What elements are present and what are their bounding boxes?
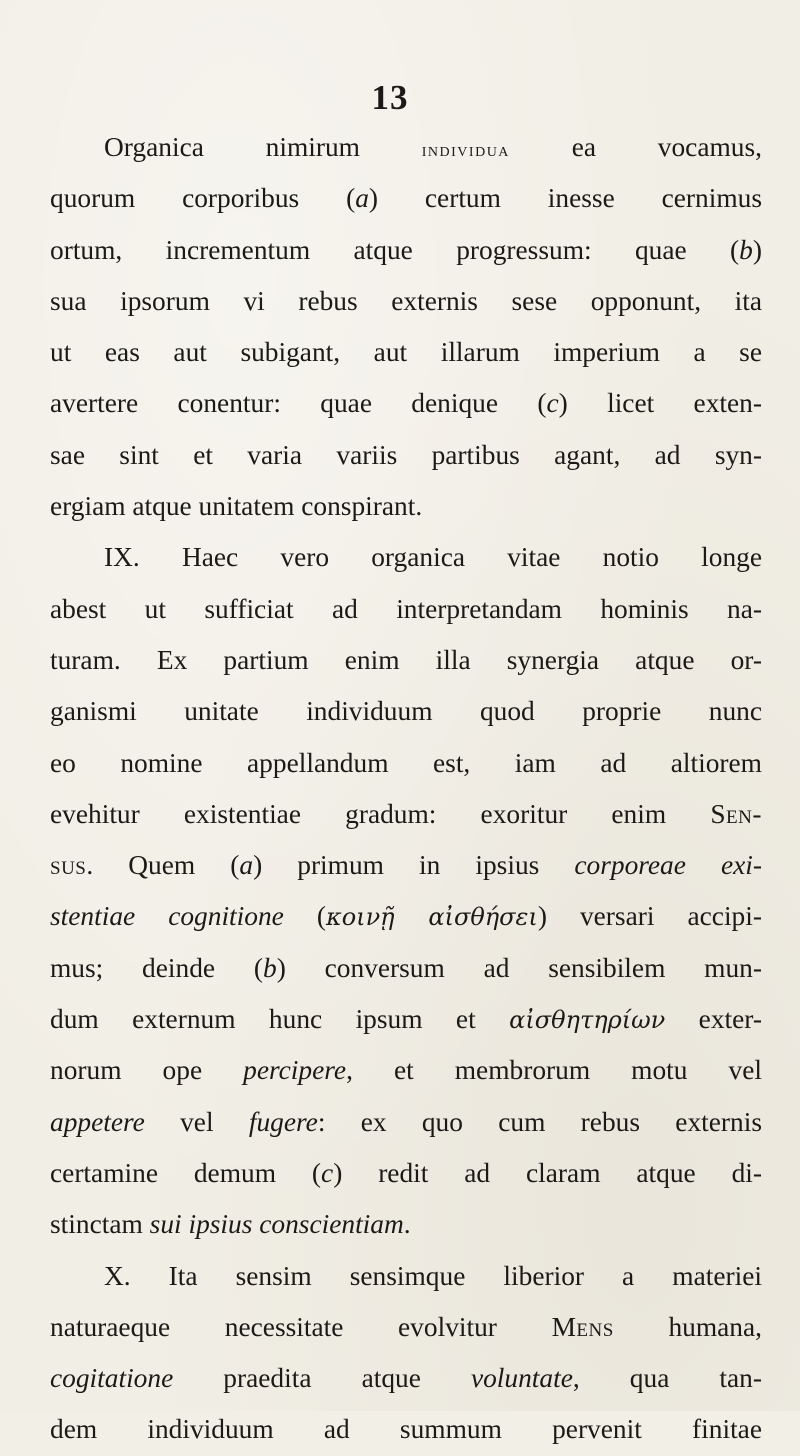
italic-text: percipere xyxy=(243,1055,347,1086)
italic-text: stentiae cognitione xyxy=(50,901,284,932)
text-run: turam. Ex partium enim illa synergia atque or- xyxy=(50,644,762,675)
text-run: avertere conentur: quae denique ( xyxy=(50,388,547,419)
text-run: ortum, incrementum atque progressum: quae ( xyxy=(50,234,740,265)
text-run: ea vocamus, xyxy=(509,132,762,162)
text-line xyxy=(50,1097,762,1148)
italic-text: a xyxy=(355,183,369,214)
text-run: ( xyxy=(283,901,326,932)
text-run: ) primum in ipsius xyxy=(253,850,575,881)
text-line xyxy=(50,584,762,635)
body-text xyxy=(50,122,762,1456)
text-run: Organica nimirum xyxy=(104,132,422,162)
italic-text: appetere xyxy=(50,1106,145,1137)
text-line xyxy=(50,225,762,276)
greek-text: κοινῇ αἰσθήσει xyxy=(325,903,538,932)
text-run: mus; deinde ( xyxy=(50,952,263,983)
text-line xyxy=(50,1353,762,1404)
italic-text: sui ipsius conscientiam xyxy=(149,1209,404,1240)
small-caps-text: Mens xyxy=(551,1311,614,1342)
small-caps-text: sus xyxy=(50,850,87,881)
text-run: dem individuum ad summum pervenit finitae xyxy=(50,1414,762,1445)
text-line xyxy=(50,276,762,327)
text-run: ) conversum ad sensibilem mun- xyxy=(276,952,762,983)
italic-text: cogitatione xyxy=(50,1363,174,1394)
text-run: X. Ita sensim sensimque liberior a materiei xyxy=(104,1260,762,1291)
small-caps-text: Sen- xyxy=(710,798,762,829)
italic-text: b xyxy=(739,234,753,265)
text-run: ) redit ad claram atque di- xyxy=(333,1157,762,1188)
text-line xyxy=(50,635,762,686)
text-run: evehitur existentiae gradum: exoritur enim xyxy=(50,798,711,829)
text-line xyxy=(50,173,762,224)
text-run: norum ope xyxy=(50,1055,244,1086)
text-run: ) xyxy=(752,234,762,265)
text-line xyxy=(50,1199,762,1250)
text-line xyxy=(50,789,762,840)
text-run: vel xyxy=(144,1106,249,1137)
text-line xyxy=(50,943,762,994)
text-run: ) certum inesse cernimus xyxy=(368,183,762,214)
text-run: dum externum hunc ipsum et xyxy=(50,1004,510,1035)
text-run: eo nomine appellandum est, iam ad altiorem xyxy=(50,747,762,778)
text-run: , et membrorum motu vel xyxy=(346,1055,762,1086)
text-line xyxy=(50,481,762,532)
text-line xyxy=(50,738,762,789)
text-line xyxy=(50,378,762,429)
text-line xyxy=(50,686,762,737)
text-run: sae sint et varia variis partibus agant, ad syn- xyxy=(50,439,762,470)
text-run: ergiam atque unitatem conspirant. xyxy=(50,491,423,522)
text-run: abest ut sufficiat ad interpretandam hominis na- xyxy=(50,593,762,624)
italic-text: c xyxy=(546,388,559,419)
text-line xyxy=(50,994,762,1045)
text-run: . Quem ( xyxy=(86,850,240,881)
text-run: ganismi unitate individuum quod proprie nunc xyxy=(50,696,762,727)
text-run: humana, xyxy=(613,1311,762,1342)
italic-text: voluntate xyxy=(470,1363,573,1394)
italic-text: corporeae exi- xyxy=(574,850,763,881)
text-line xyxy=(50,1251,762,1302)
text-line xyxy=(50,532,762,583)
greek-text: αἰσθητηρίων xyxy=(509,1006,666,1035)
text-run: : ex quo cum rebus externis xyxy=(317,1106,762,1137)
text-line xyxy=(50,1148,762,1199)
text-run: IX. Haec vero organica vitae notio longe xyxy=(104,542,762,573)
text-run: stinctam xyxy=(50,1209,150,1240)
text-line xyxy=(50,1045,762,1096)
text-line xyxy=(50,840,762,891)
italic-text: c xyxy=(321,1157,334,1188)
text-run: ) versari accipi- xyxy=(537,901,762,932)
text-run: quorum corporibus ( xyxy=(50,183,356,214)
text-line xyxy=(50,1302,762,1353)
small-caps-text: individua xyxy=(421,139,510,161)
italic-text: fugere xyxy=(248,1106,318,1137)
text-run: certamine demum ( xyxy=(50,1157,322,1188)
text-run: praedita atque xyxy=(173,1363,471,1394)
italic-text: a xyxy=(239,850,254,881)
text-run: . xyxy=(403,1209,411,1240)
text-run: , qua tan- xyxy=(572,1363,762,1394)
text-run: naturaeque necessitate evolvitur xyxy=(50,1311,552,1342)
text-run: ) licet exten- xyxy=(558,388,762,419)
text-line xyxy=(50,1404,762,1455)
text-line xyxy=(50,891,762,942)
text-line xyxy=(50,122,762,173)
italic-text: b xyxy=(262,952,277,983)
text-line xyxy=(50,430,762,481)
page-number: 13 xyxy=(371,78,409,117)
text-line xyxy=(50,327,762,378)
text-run: ut eas aut subigant, aut illarum imperium a se xyxy=(50,337,762,368)
text-run: exter- xyxy=(665,1004,762,1035)
text-run: sua ipsorum vi rebus externis sese opponunt, ita xyxy=(50,285,762,316)
